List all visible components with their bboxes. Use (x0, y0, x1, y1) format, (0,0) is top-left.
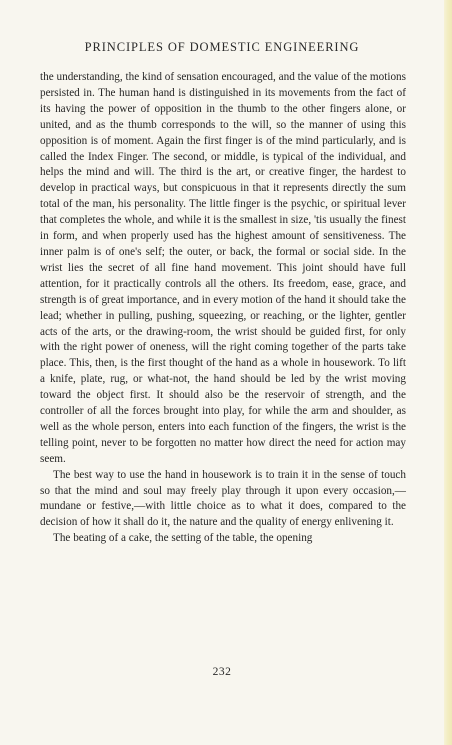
paragraph-1: the understanding, the kind of sensation encouraged, and the value of the motions persisted in. The human hand is distinguished in its movements from the fact of its having the power of opposition in the thumb to the other fingers alone, or united, and as the thumb corresponds to the will, so the manner of using this opposition is of moment. Again the first finger is of the mind particularly, and is called the Index Finger. The second, or middle, is typical of the individual, and helps the mind and will. The third is the art, or creative finger, the hardest to develop in practical ways, but conspicuous in that it represents directly the sum total of the man, his personality. The little finger is the psychic, or spiritual lever that completes the whole, and while it is the smallest in size, 'tis usually the finest in form, and when properly used has the highest amount of sensitiveness. The inner palm is of one's self; the outer, or back, the formal or social side. In the wrist lies the secret of all fine hand movement. This joint should have full attention, for it practically controls all the others. Its freedom, ease, grace, and strength is of great importance, and in every motion of the hand it should take the lead; whether in pulling, pushing, squeezing, or reaching, or the lighter, gentler acts of the arts, or the drawing-room, the wrist should be guided first, for only with the right power of oneness, will the right coming together of the parts take place. This, then, is the first thought of the hand as a whole in housework. To lift a knife, plate, rug, or what-not, the hand should be led by the wrist moving toward the object first. It should also be the reservoir of strength, and the controller of all the forces brought into play, for while the arm and shoulder, as well as the whole person, enters into each function of the fingers, the wrist is the telling point, never to be forgotten no matter how direct the need for action may seem. (40, 71, 406, 465)
paragraph-2: The best way to use the hand in housework is to train it in the sense of touch so that the mind and soul may freely play through it upon every occasion,—mundane or festive,—with little choice as to what it does, compared to the decision of how it shall do it, the nature and the quality of energy enlivening it. (40, 468, 406, 529)
page-number: 232 (212, 666, 232, 678)
page-edge-strip (444, 0, 452, 745)
running-head: PRINCIPLES OF DOMESTIC ENGINEERING (84, 40, 360, 54)
paragraph-3: The beating of a cake, the setting of the table, the opening (53, 532, 313, 545)
body-text (40, 70, 406, 547)
